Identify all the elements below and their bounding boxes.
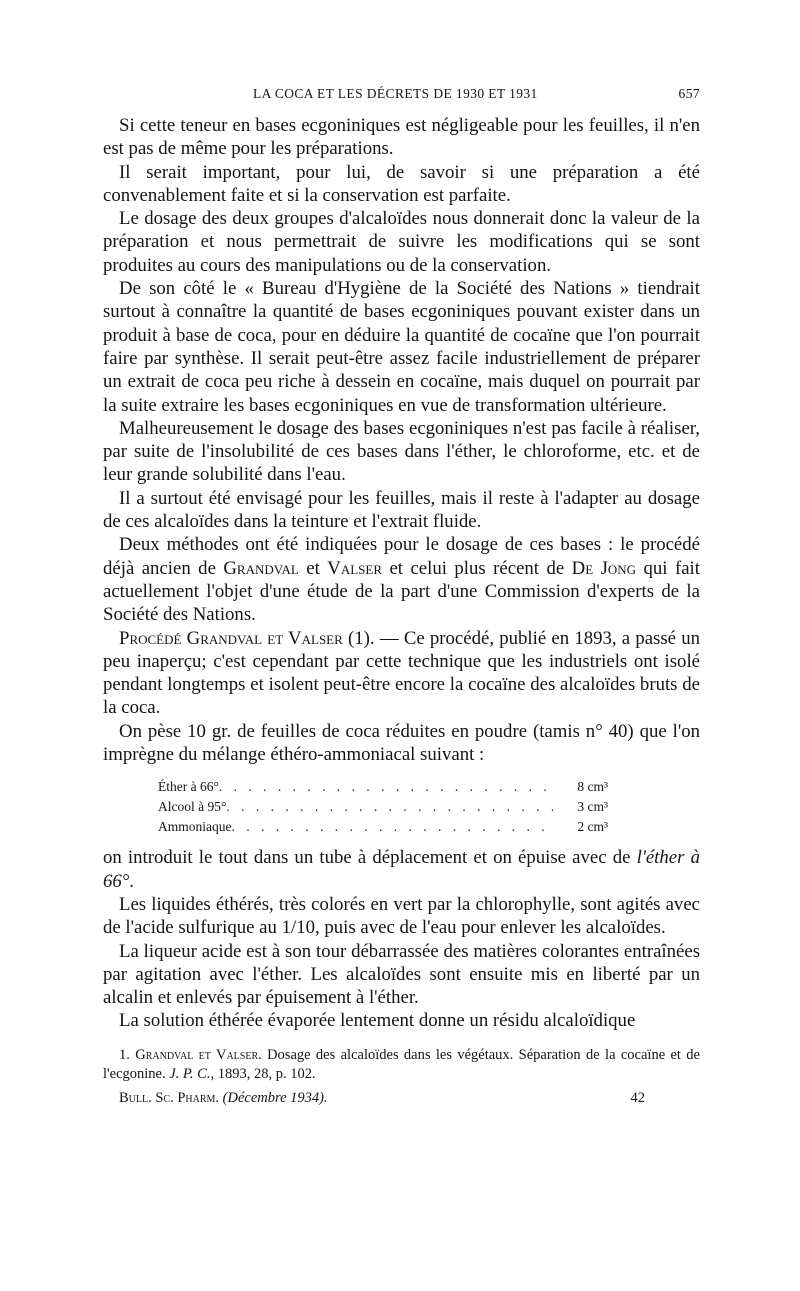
ingredient-qty: 8 cm³: [577, 779, 608, 795]
issue-date: (Décembre 1934).: [222, 1089, 328, 1106]
leader-dots: [219, 777, 553, 797]
paragraph: Si cette teneur en bases ecgoniniques est négligeable pour les feuilles, il n'en est pas de même pour les préparations.: [103, 115, 700, 160]
body-text: [103, 114, 700, 1033]
footnote-number: 1.: [119, 1046, 130, 1063]
ingredient-name: Éther à 66°: [158, 779, 219, 795]
paragraph: [103, 533, 700, 626]
text-run: et: [298, 557, 328, 579]
ingredient-qty: 3 cm³: [577, 799, 608, 815]
footnote-text: Dosage des alcaloïdes dans les végétaux. Séparation de la cocaïne et de l'ecgonine.: [103, 1046, 700, 1082]
recipe-list: [158, 777, 608, 837]
paragraph: La solution éthérée évaporée lentement donne un résidu alcaloïdique: [119, 1010, 636, 1032]
footnotes: [103, 1046, 700, 1084]
ingredient-qty: 2 cm³: [577, 819, 608, 835]
paragraph: On pèse 10 gr. de feuilles de coca réduites en poudre (tamis n° 40) que l'on imprègne du mélange éthéro-ammoniacal suivant :: [103, 720, 700, 766]
footnote-ref[interactable]: (1): [348, 627, 370, 649]
paragraph: [103, 627, 700, 720]
running-header: [103, 86, 700, 102]
paragraph: La liqueur acide est à son tour débarrassée des matières colorantes entraînées par agitation avec l'éther. Les alcaloïdes sont ensuite mis en liberté par un alcalin et enlevés par épuisement à l'éther.: [103, 940, 700, 1009]
paragraph: Il a surtout été envisagé pour les feuilles, mais il reste à l'adapter au dosage de ces alcaloïdes dans la teinture et l'extrait fluide.: [103, 487, 700, 533]
page-number: 657: [678, 86, 700, 101]
footnote-authors: Grandval et Valser.: [135, 1046, 262, 1063]
running-title: LA COCA ET LES DÉCRETS DE 1930 ET 1931: [253, 86, 538, 101]
text-run: . — Ce procédé, publié en 1893, a passé un peu inaperçu; c'est cependant par cette technique que les industriels ont isolé pendant longtemps et isolent peut-être encore la cocaïne des alcaloïdes bruts de la coca.: [103, 627, 701, 719]
recipe-row: [158, 777, 608, 797]
text-run: qui fait actuellement l'objet d'une étude de la part d'une Commission d'experts de la Société des Nations.: [103, 557, 700, 626]
page: [103, 86, 700, 1107]
paragraph: Le dosage des deux groupes d'alcaloïdes nous donnerait donc la valeur de la préparation et nous permettrait de suivre les modifications qui se sont produites au cours des manipulations ou de la conservation.: [103, 208, 700, 276]
text-run: .: [129, 870, 134, 892]
author-name: Valser: [327, 557, 382, 579]
paragraph: Malheureusement le dosage des bases ecgoniniques n'est pas facile à réaliser, par suite de l'insolubilité de ces bases dans l'éther, le chloroforme, etc. et de leur grande solubilité dans l'eau.: [103, 417, 700, 486]
author-name: De Jong: [571, 557, 637, 579]
text-run: Deux méthodes ont été indiquées pour le dosage de ces bases : le procédé déjà ancien de: [103, 534, 700, 579]
italic-text: l'éther à 66°: [103, 847, 700, 892]
author-name: Grandval: [223, 557, 299, 579]
paragraph: Il serait important, pour lui, de savoir si une préparation a été convenablement faite et si la conservation est parfaite.: [103, 161, 700, 206]
ingredient-name: Ammoniaque: [158, 819, 232, 835]
ingredient-name: Alcool à 95°: [158, 799, 227, 815]
section-heading: Procédé Grandval et Valser: [119, 627, 343, 649]
recipe-row: [158, 817, 608, 837]
footnote-ref-text: , 1893, 28, p. 102.: [210, 1065, 316, 1082]
text-run: on introduit le tout dans un tube à déplacement et on épuise avec de: [103, 847, 637, 869]
leader-dots: [226, 797, 553, 817]
footnote: [103, 1046, 700, 1084]
signature-number: 42: [630, 1089, 645, 1106]
text-run: et celui plus récent de: [382, 557, 572, 579]
page-footer: [103, 1090, 700, 1107]
journal-abbrev: J. P. C.: [169, 1065, 211, 1082]
leader-dots: [232, 817, 554, 837]
paragraph: [103, 846, 700, 893]
paragraph: Les liquides éthérés, très colorés en vert par la chlorophylle, sont agités avec de l'acide sulfurique au 1/10, puis avec de l'eau pour enlever les alcaloïdes.: [103, 893, 700, 939]
journal-citation: [119, 1090, 328, 1107]
recipe-row: [158, 797, 608, 817]
journal-name: Bull. Sc. Pharm.: [119, 1089, 220, 1106]
paragraph: De son côté le « Bureau d'Hygiène de la Société des Nations » tiendrait surtout à connaître la quantité de bases ecgoniniques pouvant exister dans un produit à base de coca, pour en déduire la quantité de cocaïne que l'on pourrait faire par synthèse. Il serait peut-être assez facile industriellement de préparer un extrait de coca peu riche à dessein en cocaïne, mais duquel on pourrait par la suite extraire les bases ecgoniniques en vue de transformation ultérieure.: [103, 278, 700, 416]
